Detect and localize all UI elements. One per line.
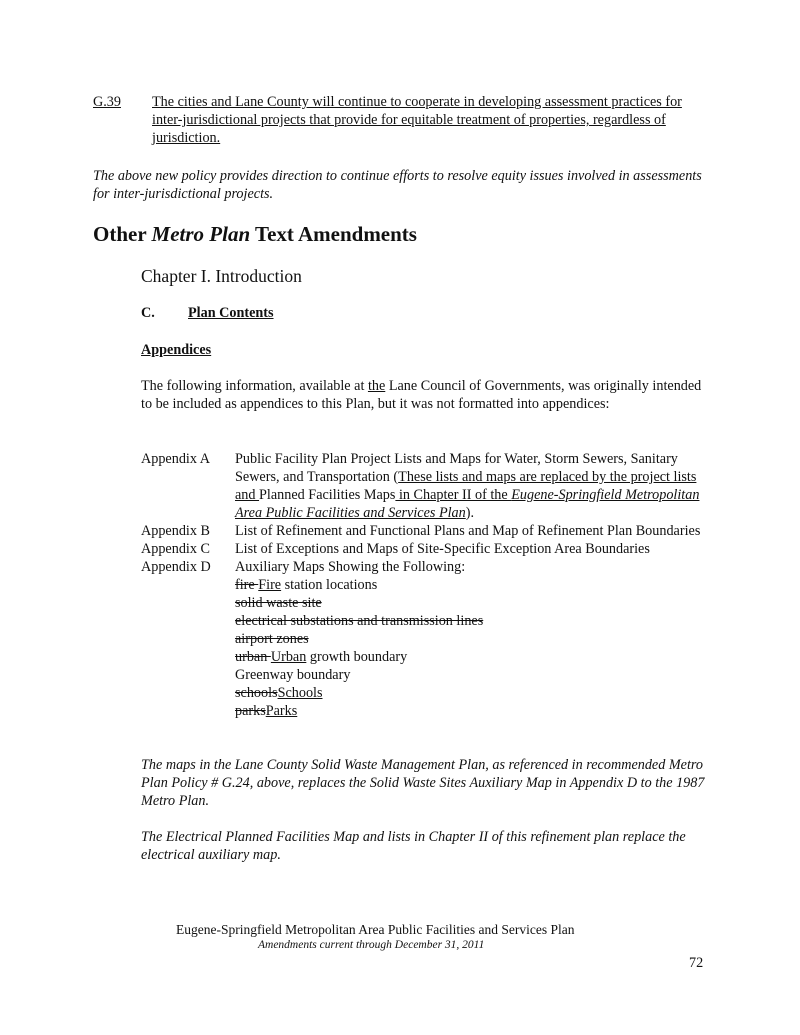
policy-text: The cities and Lane County will continue to cooperate in developing assessment practices for inter-jurisdictional projects that provide for equitable treatment of properties, regardless of jurisdiction.	[152, 94, 682, 146]
urban-inserted: Urban	[270, 649, 307, 665]
map-item-greenway: Greenway boundary	[235, 667, 351, 683]
map-item-schools	[235, 684, 711, 702]
policy-note: The above new policy provides direction to continue efforts to resolve equity issues involved in assessments for inter-jurisdictional projects.	[93, 168, 702, 202]
appendix-list	[141, 450, 711, 720]
fire-deleted: fire	[235, 577, 259, 593]
intro-inserted: the	[367, 378, 386, 394]
appendix-d	[141, 558, 711, 720]
chapter-title: Chapter I. Introduction	[141, 266, 302, 286]
footer-title: Eugene-Springfield Metropolitan Area Public Facilities and Services Plan	[176, 922, 575, 937]
appendix-d-label: Appendix D	[141, 559, 211, 575]
parks-inserted: Parks	[265, 703, 298, 719]
subsection-letter: C.	[141, 305, 155, 321]
intro-text-b: Lane Council of Governments, was originally intended to be included as appendices to this Plan, but it was not formatted into appendices:	[141, 378, 702, 412]
map-item-airport: airport zones	[235, 631, 309, 647]
map-item-urban	[235, 648, 711, 666]
fire-inserted: Fire	[258, 577, 282, 593]
map-item-solid-waste: solid waste site	[235, 595, 322, 611]
appendix-a-text2: Planned Facilities Maps	[259, 487, 396, 503]
parks-deleted: parks	[235, 703, 266, 719]
policy-number: G.39	[93, 94, 121, 110]
subsection-heading	[141, 305, 274, 322]
appendix-c-label: Appendix C	[141, 541, 210, 557]
appendix-d-desc	[235, 558, 711, 720]
appendix-a	[141, 450, 711, 522]
appendix-b	[141, 522, 711, 540]
appendices-heading: Appendices	[141, 342, 212, 358]
policy-g39	[93, 93, 713, 147]
appendix-b-desc: List of Refinement and Functional Plans and Map of Refinement Plan Boundaries	[235, 523, 701, 539]
footer-subtitle: Amendments current through December 31, 2011	[258, 939, 485, 951]
appendix-d-text: Auxiliary Maps Showing the Following:	[235, 559, 466, 575]
appendices-intro	[141, 377, 711, 413]
note-solid-waste: The maps in the Lane County Solid Waste Management Plan, as referenced in recommended Metro Plan Policy # G.24, above, replaces the Solid Waste Sites Auxiliary Map in Appendix D to the 1987 Metro Plan.	[141, 757, 705, 809]
appendix-a-ins2: in Chapter II of the	[395, 487, 512, 503]
schools-inserted: Schools	[277, 685, 323, 701]
fire-rest: station locations	[281, 577, 378, 593]
appendix-a-text3: ).	[465, 505, 475, 521]
map-item-electrical: electrical substations and transmission lines	[235, 613, 484, 629]
schools-deleted: schools	[235, 685, 278, 701]
appendix-c-desc: List of Exceptions and Maps of Site-Specific Exception Area Boundaries	[235, 541, 650, 557]
heading-post: Text Amendments	[250, 222, 417, 246]
map-item-parks	[235, 702, 711, 720]
page-number: 72	[689, 955, 704, 971]
heading-pre: Other	[93, 222, 152, 246]
heading-italic: Metro Plan	[151, 222, 251, 246]
appendix-a-ins1: These lists and maps are replaced by the project lists and	[235, 469, 697, 503]
appendix-a-ins-italic: Eugene-Springfield Metropolitan Area Public Facilities and Services Plan	[235, 487, 700, 521]
subsection-title: Plan Contents	[188, 305, 274, 321]
urban-rest: growth boundary	[306, 649, 408, 665]
appendix-c	[141, 540, 711, 558]
intro-text-a: The following information, available at	[141, 378, 368, 394]
appendix-b-label: Appendix B	[141, 523, 210, 539]
map-item-fire	[235, 576, 711, 594]
section-heading	[93, 222, 417, 247]
appendix-a-label: Appendix A	[141, 451, 210, 467]
appendix-a-text1: Public Facility Plan Project Lists and Maps for Water, Storm Sewers, Sanitary Sewers, and Transportation (	[235, 451, 678, 485]
note-electrical: The Electrical Planned Facilities Map and lists in Chapter II of this refinement plan replace the electrical auxiliary map.	[141, 829, 686, 863]
appendix-a-desc	[235, 450, 711, 522]
urban-deleted: urban	[235, 649, 271, 665]
